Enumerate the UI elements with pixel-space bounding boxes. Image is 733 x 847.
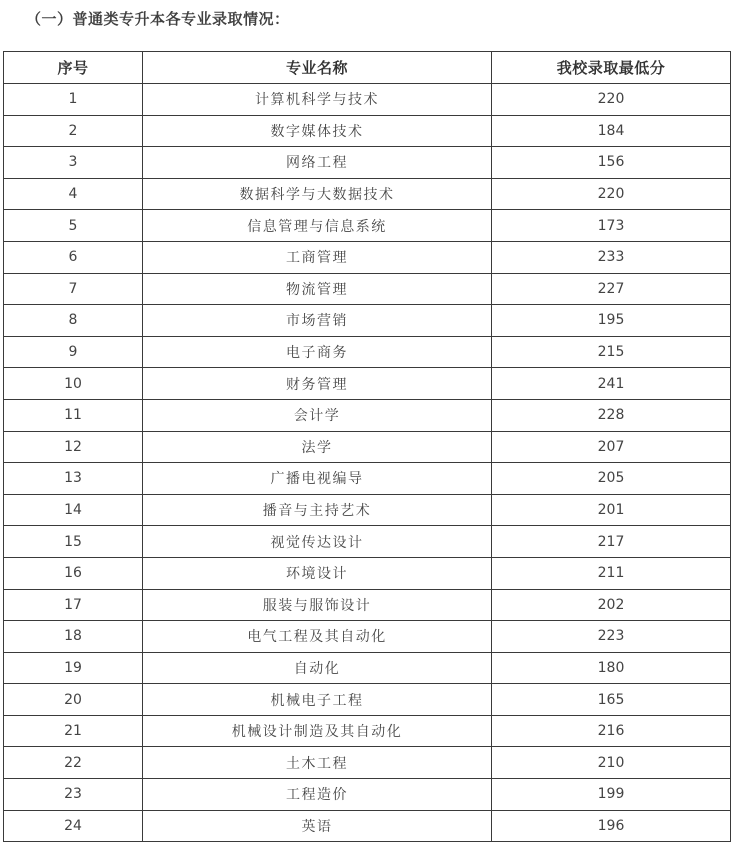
row-number: 4: [4, 178, 143, 210]
min-score: 216: [492, 715, 731, 747]
table-row: [4, 273, 731, 305]
table-row: [4, 115, 731, 147]
table-row: [4, 210, 731, 242]
header-major-name: 专业名称: [143, 52, 492, 84]
row-number: 21: [4, 715, 143, 747]
table-row: [4, 241, 731, 273]
min-score: 227: [492, 273, 731, 305]
min-score: 173: [492, 210, 731, 242]
table-body: [4, 84, 731, 842]
row-number: 2: [4, 115, 143, 147]
major-name: 广播电视编导: [143, 463, 492, 495]
table-row: [4, 336, 731, 368]
table-row: [4, 621, 731, 653]
table-row: [4, 368, 731, 400]
major-name: 环境设计: [143, 557, 492, 589]
major-name: 信息管理与信息系统: [143, 210, 492, 242]
row-number: 15: [4, 526, 143, 558]
min-score: 233: [492, 241, 731, 273]
major-name: 服装与服饰设计: [143, 589, 492, 621]
major-name: 电子商务: [143, 336, 492, 368]
header-min-score: 我校录取最低分: [492, 52, 731, 84]
row-number: 19: [4, 652, 143, 684]
row-number: 23: [4, 779, 143, 811]
major-name: 市场营销: [143, 305, 492, 337]
row-number: 24: [4, 810, 143, 842]
table-row: [4, 526, 731, 558]
major-name: 计算机科学与技术: [143, 84, 492, 116]
table-row: [4, 747, 731, 779]
major-name: 数字媒体技术: [143, 115, 492, 147]
major-name: 土木工程: [143, 747, 492, 779]
major-name: 工商管理: [143, 241, 492, 273]
table-row: [4, 652, 731, 684]
admission-table: [3, 51, 731, 842]
row-number: 18: [4, 621, 143, 653]
min-score: 228: [492, 399, 731, 431]
row-number: 13: [4, 463, 143, 495]
major-name: 播音与主持艺术: [143, 494, 492, 526]
table-row: [4, 810, 731, 842]
major-name: 工程造价: [143, 779, 492, 811]
major-name: 英语: [143, 810, 492, 842]
table-row: [4, 557, 731, 589]
row-number: 7: [4, 273, 143, 305]
min-score: 165: [492, 684, 731, 716]
row-number: 6: [4, 241, 143, 273]
major-name: 自动化: [143, 652, 492, 684]
min-score: 220: [492, 178, 731, 210]
major-name: 财务管理: [143, 368, 492, 400]
section-heading: （一）普通类专升本各专业录取情况：: [26, 10, 290, 28]
header-serial-number: 序号: [4, 52, 143, 84]
table-row: [4, 178, 731, 210]
major-name: 电气工程及其自动化: [143, 621, 492, 653]
min-score: 199: [492, 779, 731, 811]
min-score: 217: [492, 526, 731, 558]
table-row: [4, 684, 731, 716]
table-row: [4, 399, 731, 431]
major-name: 视觉传达设计: [143, 526, 492, 558]
major-name: 数据科学与大数据技术: [143, 178, 492, 210]
min-score: 196: [492, 810, 731, 842]
row-number: 5: [4, 210, 143, 242]
table-row: [4, 84, 731, 116]
row-number: 20: [4, 684, 143, 716]
min-score: 201: [492, 494, 731, 526]
row-number: 11: [4, 399, 143, 431]
table-row: [4, 463, 731, 495]
row-number: 16: [4, 557, 143, 589]
table-row: [4, 431, 731, 463]
min-score: 241: [492, 368, 731, 400]
row-number: 8: [4, 305, 143, 337]
min-score: 202: [492, 589, 731, 621]
major-name: 网络工程: [143, 147, 492, 179]
min-score: 205: [492, 463, 731, 495]
min-score: 180: [492, 652, 731, 684]
row-number: 14: [4, 494, 143, 526]
row-number: 1: [4, 84, 143, 116]
table-header-row: [4, 52, 731, 84]
table-row: [4, 305, 731, 337]
table-row: [4, 779, 731, 811]
row-number: 3: [4, 147, 143, 179]
row-number: 22: [4, 747, 143, 779]
row-number: 17: [4, 589, 143, 621]
min-score: 210: [492, 747, 731, 779]
major-name: 机械设计制造及其自动化: [143, 715, 492, 747]
min-score: 220: [492, 84, 731, 116]
table-row: [4, 589, 731, 621]
min-score: 207: [492, 431, 731, 463]
row-number: 12: [4, 431, 143, 463]
min-score: 195: [492, 305, 731, 337]
row-number: 9: [4, 336, 143, 368]
table-row: [4, 494, 731, 526]
row-number: 10: [4, 368, 143, 400]
min-score: 156: [492, 147, 731, 179]
major-name: 会计学: [143, 399, 492, 431]
min-score: 215: [492, 336, 731, 368]
min-score: 223: [492, 621, 731, 653]
table-row: [4, 147, 731, 179]
table-row: [4, 715, 731, 747]
major-name: 物流管理: [143, 273, 492, 305]
min-score: 211: [492, 557, 731, 589]
major-name: 机械电子工程: [143, 684, 492, 716]
min-score: 184: [492, 115, 731, 147]
major-name: 法学: [143, 431, 492, 463]
